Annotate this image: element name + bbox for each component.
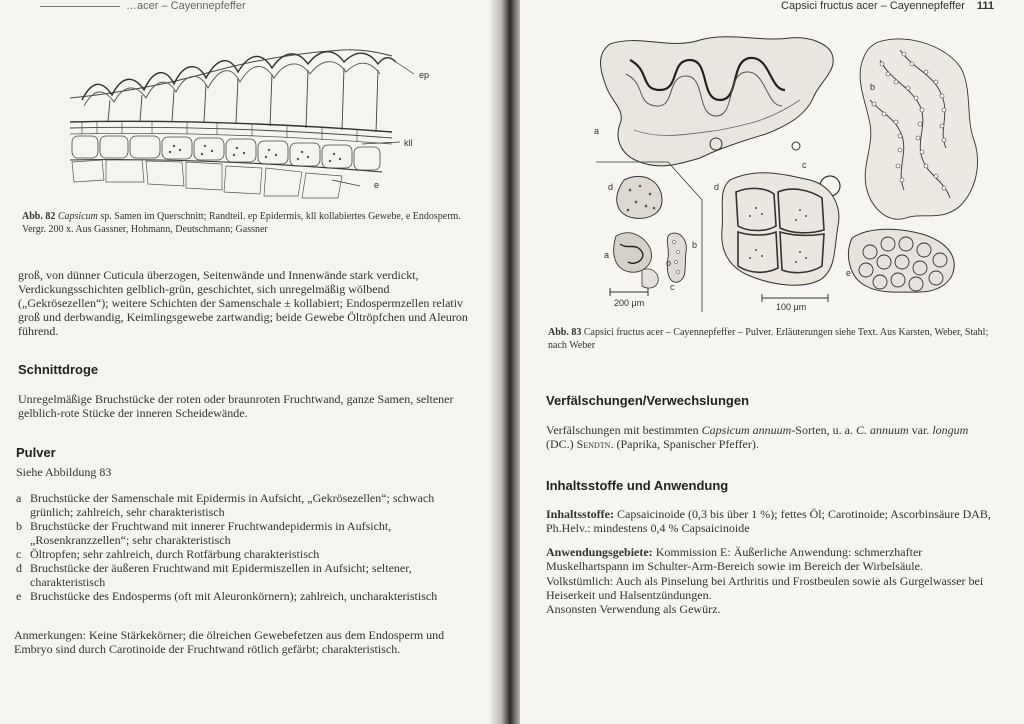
list-letter: a xyxy=(16,491,22,505)
list-item xyxy=(16,491,474,519)
list-text: Bruchstücke der äußeren Fruchtwand mit Epidermiszellen in Aufsicht; seltener, charakteristisch xyxy=(30,561,412,589)
fig82-label-ep: ep xyxy=(419,70,430,80)
list-text: Öltropfen; sehr zahlreich, durch Rotfärbung charakteristisch xyxy=(30,547,320,561)
verf-species-short: C. annuum xyxy=(855,423,909,437)
fig82-caption-text: sp. Samen im Querschnitt; Randteil. ep Epidermis, kll kollabiertes Gewebe, e Endosperm. Vergr. 200 x. Aus Gassner, Hohmann, Deutschmann; Gassner xyxy=(22,211,461,235)
fig83-label-a-top: a xyxy=(594,126,600,136)
fig83-caption-label: Abb. 83 xyxy=(548,327,582,338)
fig83-label-a-small: a xyxy=(604,250,610,260)
verfaelschungen-heading: Verfälschungen/Verwechslungen xyxy=(546,393,750,408)
fig83-label-c-small: c xyxy=(670,282,675,292)
left-running-head xyxy=(40,0,246,12)
figure-83-powder-drawings xyxy=(570,30,1010,312)
verf-text-part: -Sorten, u. a. xyxy=(791,423,856,437)
figure-83-caption xyxy=(548,326,998,352)
list-letter: c xyxy=(16,547,22,561)
verf-text-part: var. xyxy=(908,423,933,437)
fig82-caption-italic: Capsicum xyxy=(57,211,98,222)
verf-author: Sendtn. xyxy=(576,437,614,451)
list-item xyxy=(16,519,474,547)
schnittdroge-text: Unregelmäßige Bruchstücke der roten oder braunroten Fruchtwand, ganze Samen, seltener gelblich-rote Stücke der inneren Scheidewände. xyxy=(18,392,454,420)
fig83-label-o: o xyxy=(666,258,672,268)
list-item xyxy=(16,561,474,589)
list-text: Bruchstücke des Endosperms (oft mit Aleuronkörnern); zahlreich, uncharakteristisch xyxy=(30,589,438,603)
list-letter: b xyxy=(16,519,22,533)
list-item xyxy=(16,589,474,603)
right-header-title: Capsici fructus acer – Cayennepfeffer xyxy=(781,0,965,12)
pulver-heading: Pulver xyxy=(16,445,56,460)
inhaltsstoffe-paragraph xyxy=(546,507,998,535)
fig83-scale-large: 100 μm xyxy=(776,302,807,312)
fig83-label-d-large: d xyxy=(714,182,720,192)
pulver-remarks: Anmerkungen: Keine Stärkekörner; die ölreichen Gewebefetzen aus dem Endosperm und Embryo sind durch Carotinoide der Fruchtwand rötlich gefärbt; charakteristisch. xyxy=(14,628,445,656)
anwendung-text: Kommission E: Äußerliche Anwendung: schmerzhafter Muskelhartspann im Schulter-Arm-Bereich sowie im Bereich der Wirbelsäule. xyxy=(546,545,923,573)
list-letter: d xyxy=(16,561,22,575)
list-item xyxy=(16,547,474,561)
fig83-label-c-top: c xyxy=(802,160,807,170)
fig83-label-d-small: d xyxy=(608,182,614,192)
fig82-label-kll: kll xyxy=(404,138,413,148)
fig83-label-b-top: b xyxy=(870,82,876,92)
inhaltsstoffe-label: Inhaltsstoffe: xyxy=(546,507,614,521)
fig83-label-b-small: b xyxy=(692,240,698,250)
fig82-caption-label: Abb. 82 xyxy=(22,211,56,222)
figure-82-seed-cross-section xyxy=(62,40,452,210)
fig83-caption-text: Capsici fructus acer – Cayennepfeffer – Pulver. Erläuterungen siehe Text. Aus Karsten, Weber, Stahl; nach Weber xyxy=(548,327,989,351)
ansonsten-paragraph: Ansonsten Verwendung als Gewürz. xyxy=(546,602,721,616)
verfaelschungen-text xyxy=(546,423,998,451)
pulver-subline: Siehe Abbildung 83 xyxy=(16,465,112,479)
verf-species: Capsicum annuum xyxy=(701,423,792,437)
page-number: 111 xyxy=(976,0,994,12)
intro-paragraph: groß, von dünner Cuticula überzogen, Seitenwände und Innenwände stark verdickt, Verdickungsschichten gelblich-grün, geschichtet, sich unregelmäßig wölbend („Gekrösezellen“); weitere Schichten der Samenschale ± kollabiert; Endospermzellen relativ groß und derbwandig, Keimlingsgewebe zartwandig; beide Gewebe Öltröpfchen und Aleuron führend. xyxy=(18,268,468,338)
schnittdroge-heading: Schnittdroge xyxy=(18,362,99,377)
left-header-text: …acer – Cayennepfeffer xyxy=(126,0,246,12)
list-text: Bruchstücke der Samenschale mit Epidermis in Aufsicht, „Gekrösezellen“; schwach grünlich; zahlreich, sehr charakteristisch xyxy=(30,491,435,519)
anwendung-paragraph xyxy=(546,545,998,573)
fig83-scale-small: 200 μm xyxy=(614,298,645,308)
inhalt-heading: Inhaltsstoffe und Anwendung xyxy=(546,478,729,493)
list-text: Bruchstücke der Fruchtwand mit innerer Fruchtwandepidermis in Aufsicht, „Rosenkranzzellen“; sehr charakteristisch xyxy=(30,519,392,547)
verf-text-part: Verfälschungen mit bestimmten xyxy=(546,423,702,437)
anwendung-label: Anwendungsgebiete: xyxy=(546,545,653,559)
left-page xyxy=(0,0,500,724)
verf-variety: longum xyxy=(932,423,969,437)
right-running-head xyxy=(781,0,994,12)
verf-text-part: (Paprika, Spanischer Pfeffer). xyxy=(613,437,759,451)
fig82-label-e: e xyxy=(374,180,380,190)
pulver-list xyxy=(16,491,474,603)
volkstuemlich-paragraph: Volkstümlich: Auch als Pinselung bei Arthritis und Frostbeulen sowie als Gurgelwasser bei Heiserkeit und Halsentzündungen. xyxy=(546,574,984,602)
list-letter: e xyxy=(16,589,22,603)
verf-text-part: (DC.) xyxy=(546,437,577,451)
right-page xyxy=(520,0,1024,724)
figure-82-caption xyxy=(22,210,477,236)
fig83-label-e: e xyxy=(846,268,852,278)
inhaltsstoffe-text: Capsaicinoide (0,3 bis über 1 %); fettes Öl; Carotinoide; Ascorbinsäure DAB, Ph.Helv.: mindestens 0,4 % Capsaicinoide xyxy=(546,507,991,535)
